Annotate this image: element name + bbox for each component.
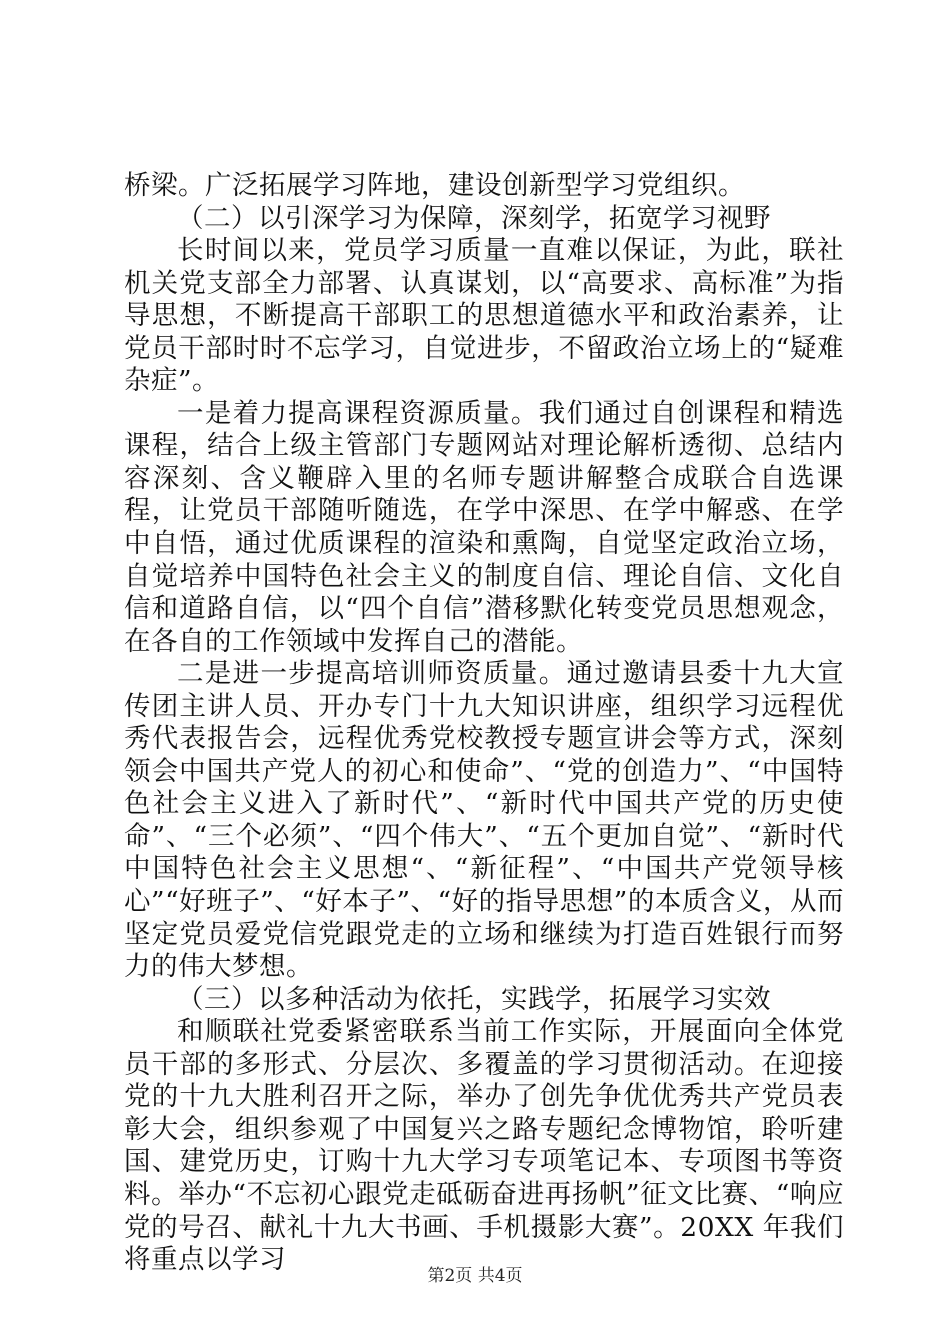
paragraph: 和顺联社党委紧密联系当前工作实际，开展面向全体党员干部的多形式、分层次、多覆盖的学习贯彻活动。在迎接党的十九大胜利召开之际，举办了创先争优优秀共产党员表彰大会，组织参观了中国复兴之路专题纪念博物馆，聆听建国、建党历史，订购十九大学习专项笔记本、专项图书等资料。举办“不忘初心跟党走砥砺奋进再扬帆”征文比赛、“响应党的号召、献礼十九大书画、手机摄影大赛”。20XX 年我们将重点以学习 [124, 1016, 844, 1276]
paragraph-continuation: 桥梁。广泛拓展学习阵地，建设创新型学习党组织。 [124, 170, 745, 201]
document-body [124, 170, 844, 1277]
section-heading-3: （三）以多种活动为依托，实践学，拓展学习实效 [177, 983, 771, 1015]
section-heading-2: （二）以引深学习为保障，深刻学，拓宽学习视野 [177, 202, 771, 234]
paragraph: 一是着力提高课程资源质量。我们通过自创课程和精选课程，结合上级主管部门专题网站对理论解析透彻、总结内容深刻、含义鞭辟入里的名师专题讲解整合成联合自选课程，让党员干部随听随选，在学中深思、在学中解惑、在学中自悟，通过优质课程的渲染和熏陶，自觉坚定政治立场，自觉培养中国特色社会主义的制度自信、理论自信、文化自信和道路自信，以“四个自信”潜移默化转变党员思想观念，在各自的工作领域中发挥自己的潜能。 [124, 397, 844, 657]
page-number: 第2页 共4页 [427, 1266, 523, 1286]
paragraph: 二是进一步提高培训师资质量。通过邀请县委十九大宣传团主讲人员、开办专门十九大知识讲座，组织学习远程优秀代表报告会，远程优秀党校教授专题宣讲会等方式，深刻领会中国共产党人的初心和使命”、“党的创造力”、“中国特色社会主义进入了新时代”、“新时代中国共产党的历史使命”、“三个必须”、“四个伟大”、“五个更加自觉”、“新时代中国特色社会主义思想“、“新征程”、“中国共产党领导核心”“好班子”、“好本子”、“好的指导思想”的本质含义，从而坚定党员爱党信党跟党走的立场和继续为打造百姓银行而努力的伟大梦想。 [124, 658, 844, 983]
paragraph: 长时间以来，党员学习质量一直难以保证，为此，联社机关党支部全力部署、认真谋划，以“高要求、高标准”为指导思想，不断提高干部职工的思想道德水平和政治素养，让党员干部时时不忘学习，自觉进步，不留政治立场上的“疑难杂症”。 [124, 235, 844, 397]
